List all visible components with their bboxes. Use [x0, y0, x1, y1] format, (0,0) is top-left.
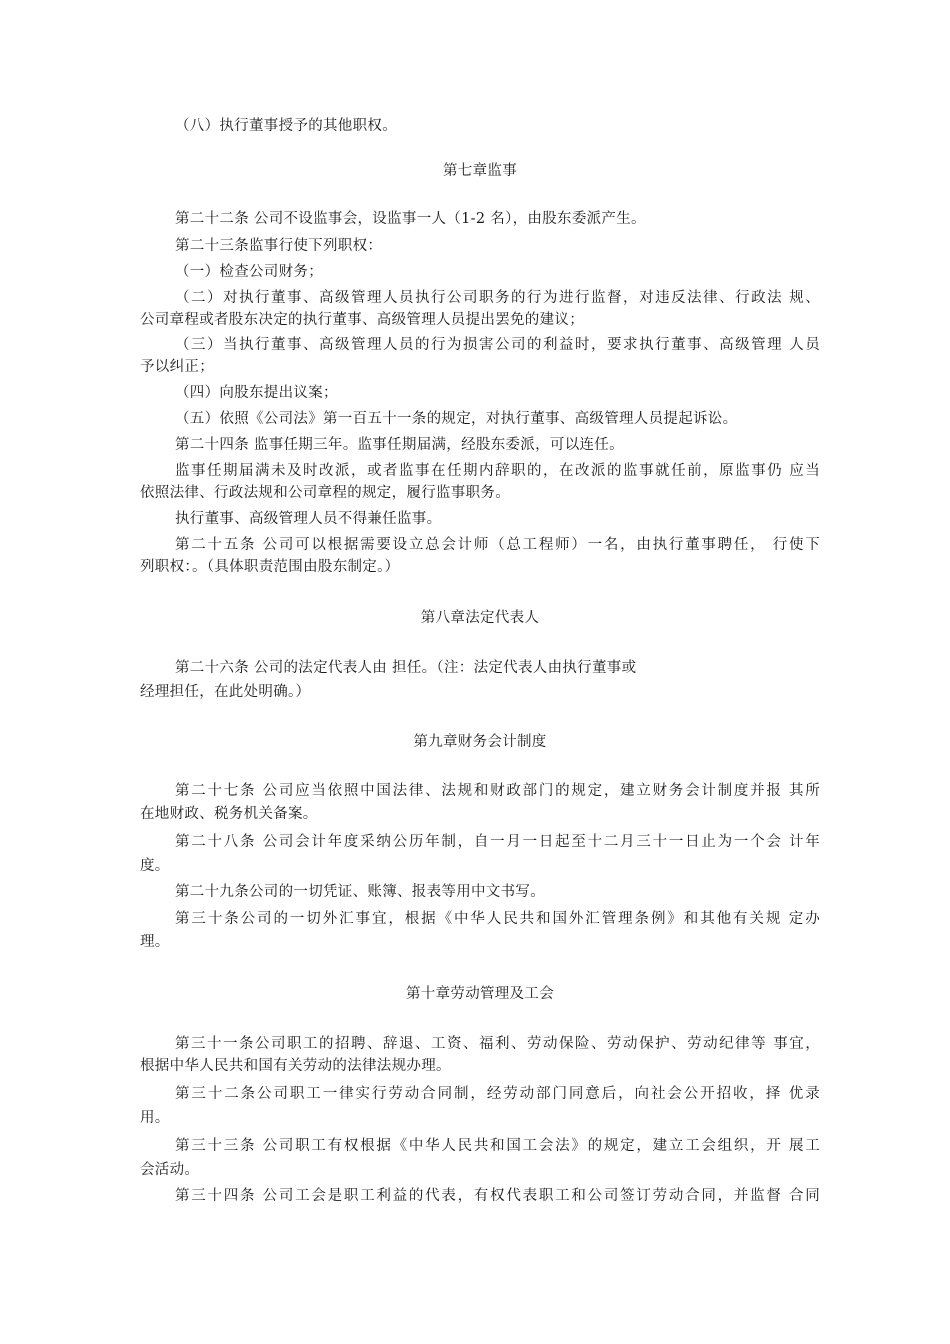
clause-8-text: （八）执行董事授予的其他职权。 [175, 118, 397, 134]
article-30-line-2: 理。 [140, 934, 170, 950]
article-31-line-2: 根据中华人民共和国有关劳动的法律法规办理。 [140, 1058, 451, 1074]
chapter-9-heading: 第九章财务会计制度 [413, 734, 547, 750]
chapter-8-heading: 第八章法定代表人 [420, 610, 540, 626]
article-29: 第二十九条公司的一切凭证、账簿、报表等用中文书写。 [175, 884, 545, 900]
article-32-line-1: 第三十二条公司职工一律实行劳动合同制，经劳动部门同意后，向社会公开招收，择 优录 [175, 1086, 820, 1102]
article-28-line-2: 度。 [140, 858, 170, 874]
article-23-item-4: （四）向股东提出议案； [175, 385, 338, 401]
article-34-line-1: 第三十四条 公司工会是职工利益的代表，有权代表职工和公司签订劳动合同，并监督 合同 [175, 1188, 820, 1204]
article-27-line-2: 在地财政、税务机关备案。 [140, 806, 318, 822]
chapter-7-heading: 第七章监事 [443, 163, 517, 179]
article-23-item-2-line-2: 公司章程或者股东决定的执行董事、高级管理人员提出罢免的建议； [140, 312, 584, 328]
article-24-para-2-line-1: 监事任期届满未及时改派，或者监事在任期内辞职的，在改派的监事就任前，原监事仍 应当 [175, 463, 820, 479]
article-31-line-1: 第三十一条公司职工的招聘、辞退、工资、福利、劳动保险、劳动保护、劳动纪律等 事宜， [175, 1036, 820, 1052]
article-24-line-1: 第二十四条 监事任期三年。监事任期届满，经股东委派，可以连任。 [175, 437, 624, 453]
article-32-line-2: 用。 [140, 1110, 170, 1126]
article-26-line-2: 经理担任，在此处明确。） [140, 684, 311, 700]
article-23-item-5: （五）依照《公司法》第一百五十一条的规定，对执行董事、高级管理人员提起诉讼。 [175, 411, 738, 427]
article-28-line-1: 第二十八条 公司会计年度采纳公历年制，自一月一日起至十二月三十一日止为一个会 计年 [175, 834, 820, 850]
article-27-line-1: 第二十七条 公司应当依照中国法律、法规和财政部门的规定，建立财务会计制度并报 其所 [175, 783, 820, 799]
article-26-line-1: 第二十六条 公司的法定代表人由 担任。（注：法定代表人由执行董事或 [175, 660, 637, 676]
chapter-10-heading: 第十章劳动管理及工会 [406, 986, 554, 1002]
article-24-para-2-line-2: 依照法律、行政法规和公司章程的规定，履行监事职务。 [140, 485, 510, 501]
article-23-item-3-line-2: 予以纠正； [140, 359, 214, 375]
article-33-line-1: 第三十三条 公司职工有权根据《中华人民共和国工会法》的规定，建立工会组织，开 展工 [175, 1138, 820, 1154]
article-24-para-3: 执行董事、高级管理人员不得兼任监事。 [175, 511, 442, 527]
article-23-item-3-line-1: （三）当执行董事、高级管理人员的行为损害公司的利益时，要求执行董事、高级管理 人员 [175, 337, 820, 353]
article-30-line-1: 第三十条公司的一切外汇事宜，根据《中华人民共和国外汇管理条例》和其他有关规 定办 [175, 911, 820, 927]
article-25-line-1: 第二十五条 公司可以根据需要设立总会计师（总工程师）一名，由执行董事聘任， 行使下 [175, 537, 820, 553]
article-23-item-2-line-1: （二）对执行董事、高级管理人员执行公司职务的行为进行监督，对违反法律、行政法 规、 [175, 290, 820, 306]
article-25-line-2: 列职权：。（具体职责范围由股东制定。） [140, 559, 400, 575]
article-22-line-1: 第二十二条 公司不设监事会，设监事一人（1-2 名），由股东委派产生。 [175, 211, 646, 227]
article-23-line-1: 第二十三条监事行使下列职权： [175, 238, 383, 254]
article-23-item-1: （一）检查公司财务； [175, 264, 323, 280]
article-33-line-2: 会活动。 [140, 1162, 200, 1178]
